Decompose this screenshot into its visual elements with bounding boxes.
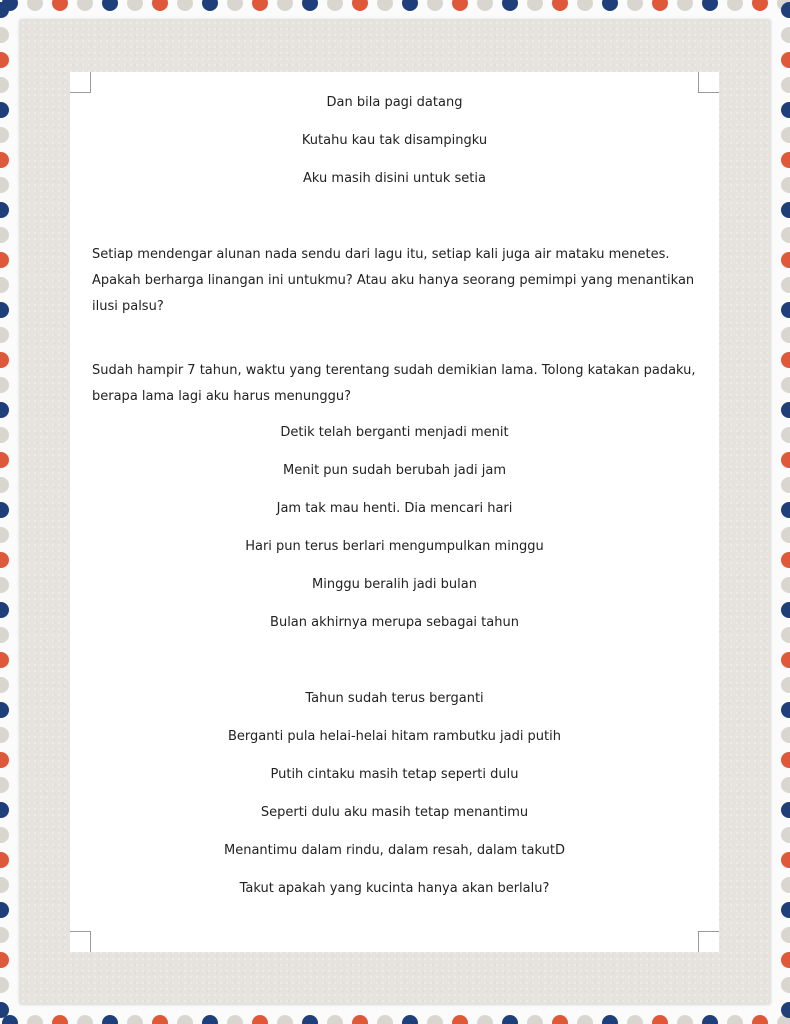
perforation-dot xyxy=(602,0,618,11)
perforation-dot xyxy=(52,1015,68,1024)
perforation-dot xyxy=(0,702,9,718)
perforation-dot xyxy=(781,777,790,793)
perforation-dot xyxy=(0,52,9,68)
perforation-dot xyxy=(781,27,790,43)
perforation-dot xyxy=(781,977,790,993)
perforation-dot xyxy=(781,52,790,68)
perforation-dot xyxy=(402,0,418,11)
perforation-dot xyxy=(277,0,293,11)
perforation-dot xyxy=(0,352,9,368)
perforation-dot xyxy=(781,227,790,243)
stanza-opening xyxy=(92,90,697,204)
perforation-dot xyxy=(0,902,9,918)
perforation-dot xyxy=(0,377,9,393)
perforation-dot xyxy=(0,927,9,943)
perforation-dot xyxy=(781,427,790,443)
perforation-dot xyxy=(781,902,790,918)
perforation-dot xyxy=(0,402,9,418)
page-corner-mark-bottom-left xyxy=(70,931,91,952)
perforation-dot xyxy=(702,1015,718,1024)
perforation-dot xyxy=(781,402,790,418)
perforation-dot xyxy=(277,1015,293,1024)
perforation-dot xyxy=(627,0,643,11)
perforation-dot xyxy=(27,1015,43,1024)
perforation-dot xyxy=(781,727,790,743)
perforation-dot xyxy=(77,0,93,11)
perforation-dot xyxy=(0,477,9,493)
perforation-dot xyxy=(77,1015,93,1024)
perforation-dot xyxy=(527,1015,543,1024)
perforation-dot xyxy=(152,0,168,11)
perforation-dot xyxy=(781,152,790,168)
perforation-dot xyxy=(0,877,9,893)
stamp-perforation-left xyxy=(0,0,12,1024)
perforation-dot xyxy=(577,0,593,11)
perforation-dot xyxy=(781,502,790,518)
poem-line: Bulan akhirnya merupa sebagai tahun xyxy=(270,615,519,630)
perforation-dot xyxy=(377,0,393,11)
perforation-dot xyxy=(781,877,790,893)
perforation-dot xyxy=(252,0,268,11)
perforation-dot xyxy=(627,1015,643,1024)
perforation-dot xyxy=(0,452,9,468)
perforation-dot xyxy=(252,1015,268,1024)
perforation-dot xyxy=(652,0,668,11)
perforation-dot xyxy=(0,427,9,443)
poem-line: Minggu beralih jadi bulan xyxy=(312,577,477,592)
perforation-dot xyxy=(752,0,768,11)
perforation-dot xyxy=(477,0,493,11)
perforation-dot xyxy=(652,1015,668,1024)
perforation-dot xyxy=(781,277,790,293)
perforation-dot xyxy=(502,0,518,11)
perforation-dot xyxy=(0,1002,9,1018)
perforation-dot xyxy=(0,77,9,93)
perforation-dot xyxy=(781,802,790,818)
perforation-dot xyxy=(0,302,9,318)
poem-line: Kutahu kau tak disampingku xyxy=(301,133,488,148)
perforation-dot xyxy=(0,152,9,168)
perforation-dot xyxy=(27,0,43,11)
page-corner-mark-top-right xyxy=(698,72,719,93)
perforation-dot xyxy=(0,727,9,743)
perforation-dot xyxy=(727,0,743,11)
perforation-dot xyxy=(152,1015,168,1024)
perforation-dot xyxy=(352,0,368,11)
perforation-dot xyxy=(0,502,9,518)
perforation-dot xyxy=(0,952,9,968)
perforation-dot xyxy=(781,377,790,393)
perforation-dot xyxy=(0,27,9,43)
poem-line: Seperti dulu aku masih tetap menantimu xyxy=(260,805,529,820)
perforation-dot xyxy=(102,0,118,11)
poem-line: Aku masih disini untuk setia xyxy=(303,171,486,186)
perforation-dot xyxy=(0,277,9,293)
perforation-dot xyxy=(781,852,790,868)
perforation-dot xyxy=(0,327,9,343)
perforation-dot xyxy=(781,527,790,543)
perforation-dot xyxy=(552,1015,568,1024)
perforation-dot xyxy=(781,752,790,768)
paragraph-1: Setiap mendengar alunan nada sendu dari lagu itu, setiap kali juga air mataku menetes. Apakah berharga linangan ini untukmu? Atau aku hanya seorang pemimpi yang menantikan ilusi palsu? xyxy=(92,247,695,314)
perforation-dot xyxy=(781,577,790,593)
perforation-dot xyxy=(227,1015,243,1024)
paragraph-2: Sudah hampir 7 tahun, waktu yang terentang sudah demikian lama. Tolong katakan padaku, berapa lama lagi aku harus menunggu? xyxy=(92,363,696,404)
poem-line: Putih cintaku masih tetap seperti dulu xyxy=(270,767,519,782)
perforation-dot xyxy=(0,252,9,268)
perforation-dot xyxy=(52,0,68,11)
perforation-dot xyxy=(0,977,9,993)
perforation-dot xyxy=(0,127,9,143)
perforation-dot xyxy=(427,1015,443,1024)
perforation-dot xyxy=(781,552,790,568)
perforation-dot xyxy=(402,1015,418,1024)
perforation-dot xyxy=(781,952,790,968)
perforation-dot xyxy=(0,227,9,243)
perforation-dot xyxy=(327,1015,343,1024)
perforation-dot xyxy=(0,627,9,643)
perforation-dot xyxy=(781,702,790,718)
poem-line: Hari pun terus berlari mengumpulkan minggu xyxy=(245,539,544,554)
perforation-dot xyxy=(0,552,9,568)
page-corner-mark-bottom-right xyxy=(698,931,719,952)
perforation-dot xyxy=(781,827,790,843)
perforation-dot xyxy=(0,2,9,18)
perforation-dot xyxy=(781,352,790,368)
poem-line: Takut apakah yang kucinta hanya akan berlalu? xyxy=(239,881,550,896)
perforation-dot xyxy=(0,777,9,793)
perforation-dot xyxy=(677,1015,693,1024)
perforation-dot xyxy=(781,127,790,143)
perforation-dot xyxy=(502,1015,518,1024)
perforation-dot xyxy=(602,1015,618,1024)
perforation-dot xyxy=(781,252,790,268)
poem-line: Berganti pula helai-helai hitam rambutku jadi putih xyxy=(228,729,561,744)
perforation-dot xyxy=(781,327,790,343)
perforation-dot xyxy=(0,652,9,668)
poem-line: Menantimu dalam rindu, dalam resah, dalam takutD xyxy=(224,843,565,858)
perforation-dot xyxy=(677,0,693,11)
perforation-dot xyxy=(702,0,718,11)
poem-line: Menit pun sudah berubah jadi jam xyxy=(283,463,506,478)
perforation-dot xyxy=(0,177,9,193)
stamp-perforation-top xyxy=(0,0,790,14)
perforation-dot xyxy=(781,452,790,468)
perforation-dot xyxy=(177,1015,193,1024)
perforation-dot xyxy=(452,0,468,11)
perforation-dot xyxy=(0,852,9,868)
perforation-dot xyxy=(781,677,790,693)
perforation-dot xyxy=(0,827,9,843)
perforation-dot xyxy=(202,1015,218,1024)
perforation-dot xyxy=(302,0,318,11)
stamp-perforation-bottom xyxy=(0,1012,790,1024)
perforation-dot xyxy=(781,927,790,943)
stanza-closing xyxy=(92,686,697,914)
perforation-dot xyxy=(202,0,218,11)
perforation-dot xyxy=(377,1015,393,1024)
perforation-dot xyxy=(727,1015,743,1024)
perforation-dot xyxy=(227,0,243,11)
perforation-dot xyxy=(102,1015,118,1024)
stamp-perforation-right xyxy=(778,0,790,1024)
perforation-dot xyxy=(127,1015,143,1024)
perforation-dot xyxy=(552,0,568,11)
perforation-dot xyxy=(781,627,790,643)
perforation-dot xyxy=(781,652,790,668)
perforation-dot xyxy=(0,102,9,118)
perforation-dot xyxy=(327,0,343,11)
perforation-dot xyxy=(0,602,9,618)
perforation-dot xyxy=(127,0,143,11)
perforation-dot xyxy=(0,677,9,693)
perforation-dot xyxy=(781,202,790,218)
perforation-dot xyxy=(781,102,790,118)
perforation-dot xyxy=(781,302,790,318)
perforation-dot xyxy=(781,602,790,618)
perforation-dot xyxy=(781,2,790,18)
document-page xyxy=(70,72,719,952)
perforation-dot xyxy=(577,1015,593,1024)
perforation-dot xyxy=(781,177,790,193)
perforation-dot xyxy=(752,1015,768,1024)
perforation-dot xyxy=(177,0,193,11)
poem-line: Detik telah berganti menjadi menit xyxy=(280,425,509,440)
perforation-dot xyxy=(781,77,790,93)
perforation-dot xyxy=(427,0,443,11)
poem-line: Jam tak mau henti. Dia mencari hari xyxy=(276,501,513,516)
perforation-dot xyxy=(0,527,9,543)
perforation-dot xyxy=(527,0,543,11)
perforation-dot xyxy=(302,1015,318,1024)
poem-line: Dan bila pagi datang xyxy=(326,95,463,110)
page-corner-mark-top-left xyxy=(70,72,91,93)
perforation-dot xyxy=(0,577,9,593)
perforation-dot xyxy=(0,202,9,218)
perforation-dot xyxy=(477,1015,493,1024)
perforation-dot xyxy=(452,1015,468,1024)
stanza-time xyxy=(92,420,697,648)
perforation-dot xyxy=(352,1015,368,1024)
perforation-dot xyxy=(0,802,9,818)
perforation-dot xyxy=(781,1002,790,1018)
poem-line: Tahun sudah terus berganti xyxy=(305,691,484,706)
perforation-dot xyxy=(781,477,790,493)
perforation-dot xyxy=(0,752,9,768)
